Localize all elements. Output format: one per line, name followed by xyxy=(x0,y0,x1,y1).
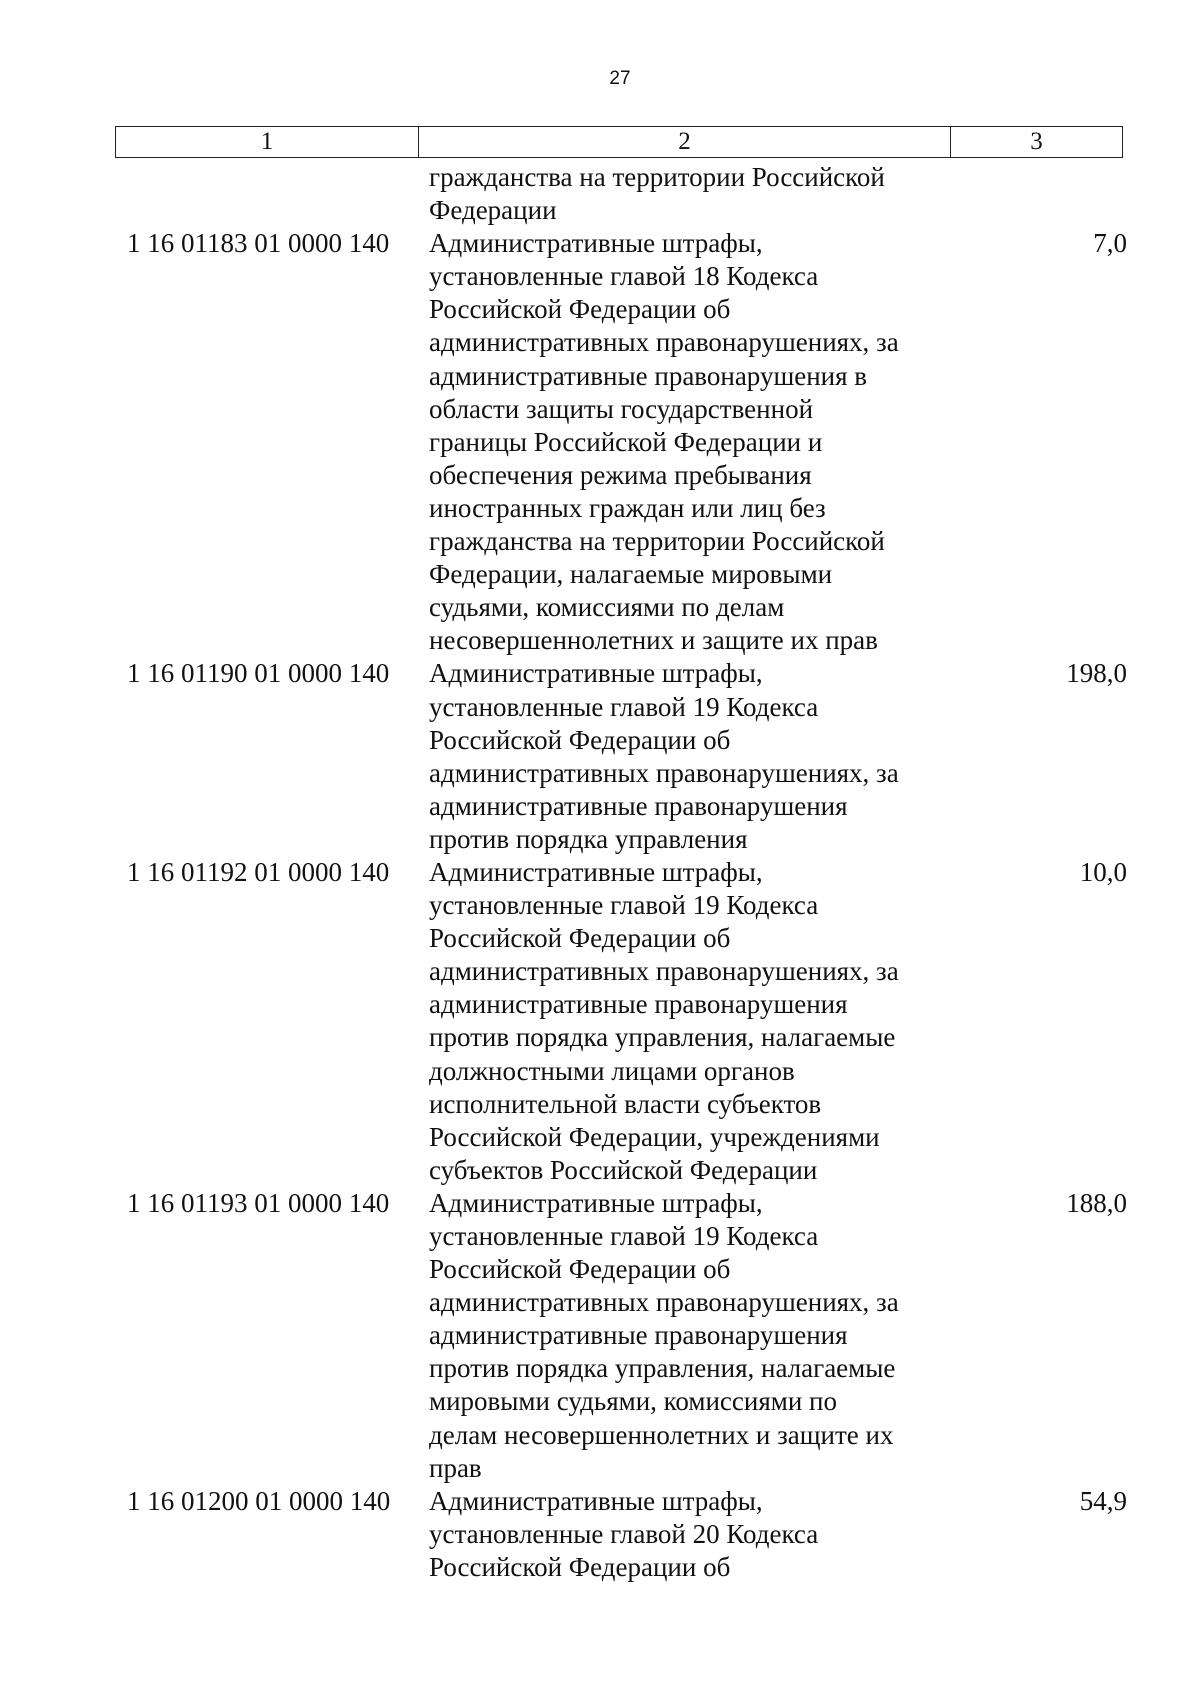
row-description: Административные штрафы, установленные главой 18 Кодекса Российской Федерации об административных правонарушениях, за административные правонарушения в области защиты государственной границы Российской Федерации и обеспечения режима пребывания иностранных граждан или лиц без гражданства на территории Российской Федерации, налагаемые мировыми судьями, комиссиями по делам несовершеннолетних и защите их прав xyxy=(429,228,899,656)
row-amount xyxy=(1049,161,1127,227)
row-amount: 54,9 xyxy=(1079,1485,1127,1516)
table-row xyxy=(115,1187,1127,1485)
budget-code: 1 16 01183 01 0000 140 xyxy=(127,228,390,259)
budget-code: 1 16 01193 01 0000 140 xyxy=(127,1187,390,1218)
row-description: Административные штрафы, установленные главой 19 Кодекса Российской Федерации об административных правонарушениях, за административные правонарушения против порядка управления, налагаемые должностными лицами органов исполнительной власти субъектов Российской Федерации, учреждениями субъектов Российской Федерации xyxy=(429,856,899,1185)
budget-code: 1 16 01190 01 0000 140 xyxy=(127,658,390,689)
table-row xyxy=(115,657,1127,856)
column-header-row xyxy=(116,127,1123,158)
page-number: 27 xyxy=(609,68,631,89)
table-row xyxy=(115,161,1127,227)
column-header-table xyxy=(115,126,1123,158)
row-amount: 10,0 xyxy=(1079,856,1127,887)
budget-code: 1 16 01200 01 0000 140 xyxy=(127,1485,391,1516)
table-row xyxy=(115,856,1127,1187)
table-row xyxy=(115,1485,1127,1584)
column-header-2: 2 xyxy=(419,127,951,158)
row-amount: 198,0 xyxy=(1066,658,1127,689)
column-header-3: 3 xyxy=(951,127,1123,158)
row-description: Административные штрафы, установленные главой 19 Кодекса Российской Федерации об административных правонарушениях, за административные правонарушения против порядка управления, налагаемые мировыми судьями, комиссиями по делам несовершеннолетних и защите их прав xyxy=(429,1187,899,1483)
row-description: гражданства на территории Российской Федерации xyxy=(429,162,885,226)
row-amount: 7,0 xyxy=(1093,228,1127,259)
row-description: Административные штрафы, установленные главой 19 Кодекса Российской Федерации об административных правонарушениях, за административные правонарушения против порядка управления xyxy=(429,658,899,854)
table-body xyxy=(115,161,1127,1584)
table-row xyxy=(115,227,1127,657)
budget-code xyxy=(115,161,417,227)
column-header-1: 1 xyxy=(116,127,419,158)
row-description: Административные штрафы, установленные главой 20 Кодекса Российской Федерации об xyxy=(429,1485,819,1582)
row-amount: 188,0 xyxy=(1066,1187,1127,1218)
budget-code: 1 16 01192 01 0000 140 xyxy=(127,856,390,887)
